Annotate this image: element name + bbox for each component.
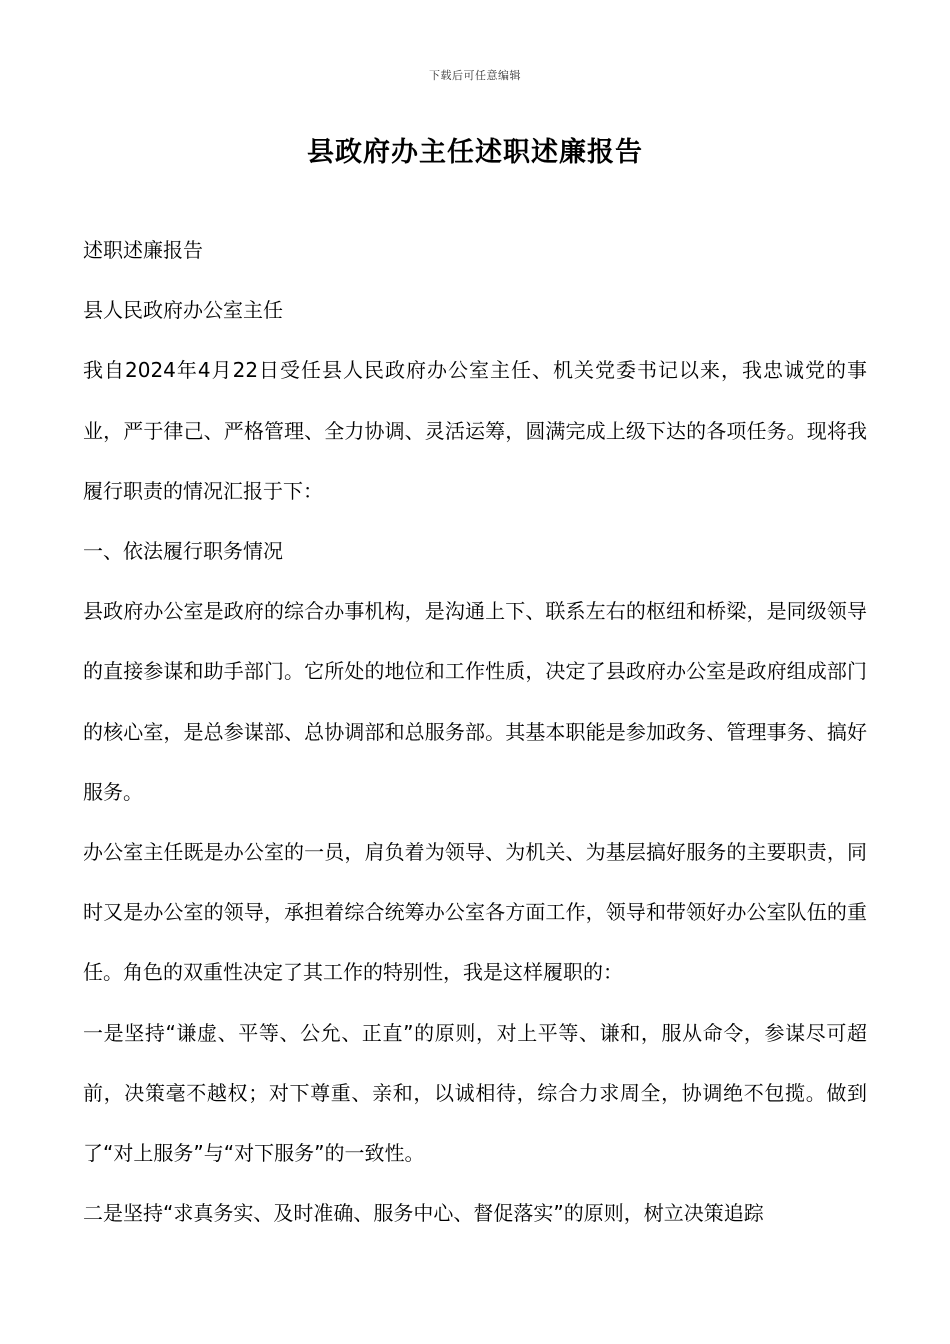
paragraph-director-role: 办公室主任既是办公室的一员，肩负着为领导、为机关、为基层搞好服务的主要职责，同时又是办公室的领导，承担着综合统筹办公室各方面工作，领导和带领好办公室队伍的重任。角色的双重性决定了其工作的特别性，我是这样履职的： [83, 840, 867, 985]
section-heading-1: 一、依法履行职务情况 [83, 539, 283, 564]
document-body [83, 220, 867, 1243]
paragraph-intro: 我自2024年4月22日受任县人民政府办公室主任、机关党委书记以来，我忠诚党的事业，严于律己、严格管理、全力协调、灵活运筹，圆满完成上级下达的各项任务。现将我履行职责的情况汇报于下： [83, 358, 867, 503]
paragraph-principle-1: 一是坚持“谦虚、平等、公允、正直”的原则，对上平等、谦和，服从命令，参谋尽可超前，决策毫不越权；对下尊重、亲和，以诚相待，综合力求周全，协调绝不包揽。做到了“对上服务”与“对下服务”的一致性。 [83, 1020, 867, 1166]
paragraph-office-role: 县政府办公室是政府的综合办事机构，是沟通上下、联系左右的枢纽和桥梁，是同级领导的直接参谋和助手部门。它所处的地位和工作性质，决定了县政府办公室是政府组成部门的核心室，是总参谋部、总协调部和总服务部。其基本职能是参加政务、管理事务、搞好服务。 [83, 599, 867, 804]
author-position: 县人民政府办公室主任 [83, 298, 283, 323]
paragraph-principle-2: 二是坚持“求真务实、及时准确、服务中心、督促落实”的原则，树立决策追踪 [83, 1201, 764, 1226]
document-title: 县政府办主任述职述廉报告 [307, 137, 643, 168]
header-note: 下载后可任意编辑 [429, 69, 521, 82]
report-subtitle: 述职述廉报告 [83, 238, 203, 262]
